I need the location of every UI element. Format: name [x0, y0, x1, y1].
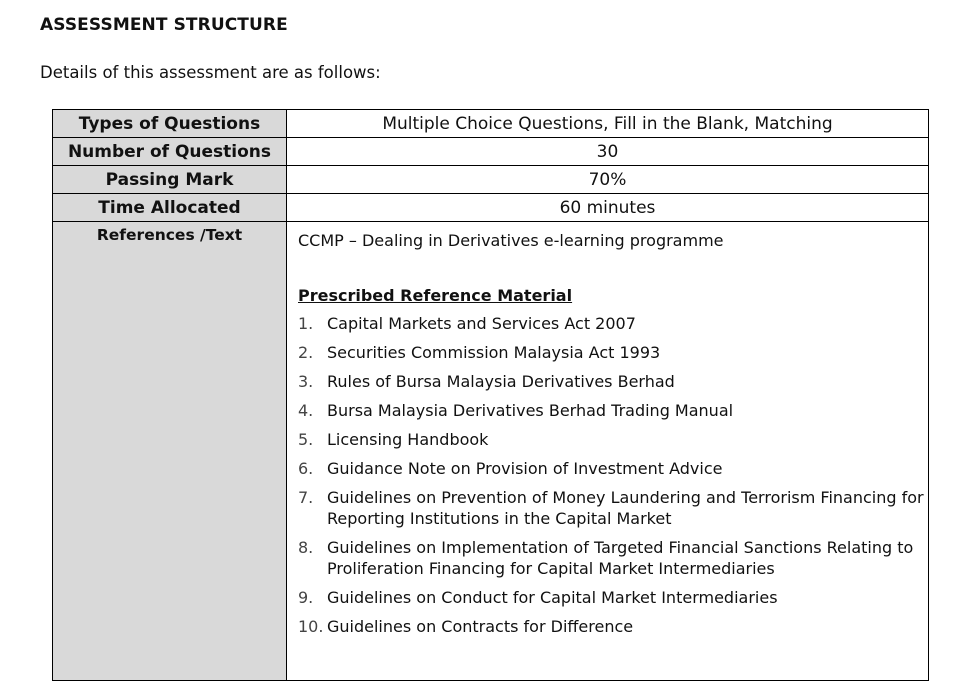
references-cell — [287, 222, 929, 681]
list-item — [298, 487, 928, 529]
list-item — [298, 400, 928, 421]
table-row — [53, 110, 929, 138]
list-item-number: 6. — [298, 459, 314, 478]
row-value-number: 30 — [287, 138, 929, 166]
list-item — [298, 616, 928, 637]
list-item — [298, 429, 928, 450]
assessment-table — [52, 109, 929, 681]
list-item-number: 2. — [298, 343, 314, 362]
row-label-references: References /Text — [53, 222, 287, 681]
references-intro: CCMP – Dealing in Derivatives e-learning programme — [298, 231, 724, 250]
row-label-types: Types of Questions — [53, 110, 287, 138]
intro-text: Details of this assessment are as follows: — [40, 63, 381, 82]
list-item-text: Bursa Malaysia Derivatives Berhad Trading Manual — [327, 401, 734, 420]
section-heading: ASSESSMENT STRUCTURE — [40, 15, 288, 35]
list-item — [298, 458, 928, 479]
row-value-types: Multiple Choice Questions, Fill in the Blank, Matching — [287, 110, 929, 138]
table-row — [53, 166, 929, 194]
row-value-time: 60 minutes — [287, 194, 929, 222]
list-item-text: Guidelines on Conduct for Capital Market Intermediaries — [327, 588, 778, 607]
list-item-number: 4. — [298, 401, 314, 420]
list-item-text: Guidelines on Implementation of Targeted Financial Sanctions Relating to Proliferation Financing for Capital Market Intermediaries — [327, 538, 914, 578]
list-item — [298, 371, 928, 392]
list-item-text: Securities Commission Malaysia Act 1993 — [327, 343, 661, 362]
list-item — [298, 313, 928, 334]
list-item-text: Rules of Bursa Malaysia Derivatives Berhad — [327, 372, 675, 391]
list-item-text: Capital Markets and Services Act 2007 — [327, 314, 636, 333]
row-value-passing: 70% — [287, 166, 929, 194]
table-row-references — [53, 222, 929, 681]
list-item-text: Guidelines on Contracts for Difference — [327, 617, 634, 636]
list-item-number: 8. — [298, 538, 314, 557]
list-item — [298, 587, 928, 608]
list-item — [298, 537, 928, 579]
list-item-number: 7. — [298, 488, 314, 507]
table-row — [53, 138, 929, 166]
row-label-passing: Passing Mark — [53, 166, 287, 194]
list-item — [298, 342, 928, 363]
row-label-time: Time Allocated — [53, 194, 287, 222]
list-item-text: Guidance Note on Provision of Investment Advice — [327, 459, 723, 478]
list-item-number: 5. — [298, 430, 314, 449]
list-item-number: 3. — [298, 372, 314, 391]
references-subheading: Prescribed Reference Material — [298, 286, 573, 305]
row-label-number: Number of Questions — [53, 138, 287, 166]
list-item-number: 1. — [298, 314, 314, 333]
list-item-number: 9. — [298, 588, 314, 607]
reference-list — [298, 313, 928, 637]
list-item-text: Guidelines on Prevention of Money Laundering and Terrorism Financing for Reporting Institutions in the Capital Market — [327, 488, 924, 528]
list-item-text: Licensing Handbook — [327, 430, 489, 449]
table-row — [53, 194, 929, 222]
list-item-number: 10. — [298, 617, 324, 636]
